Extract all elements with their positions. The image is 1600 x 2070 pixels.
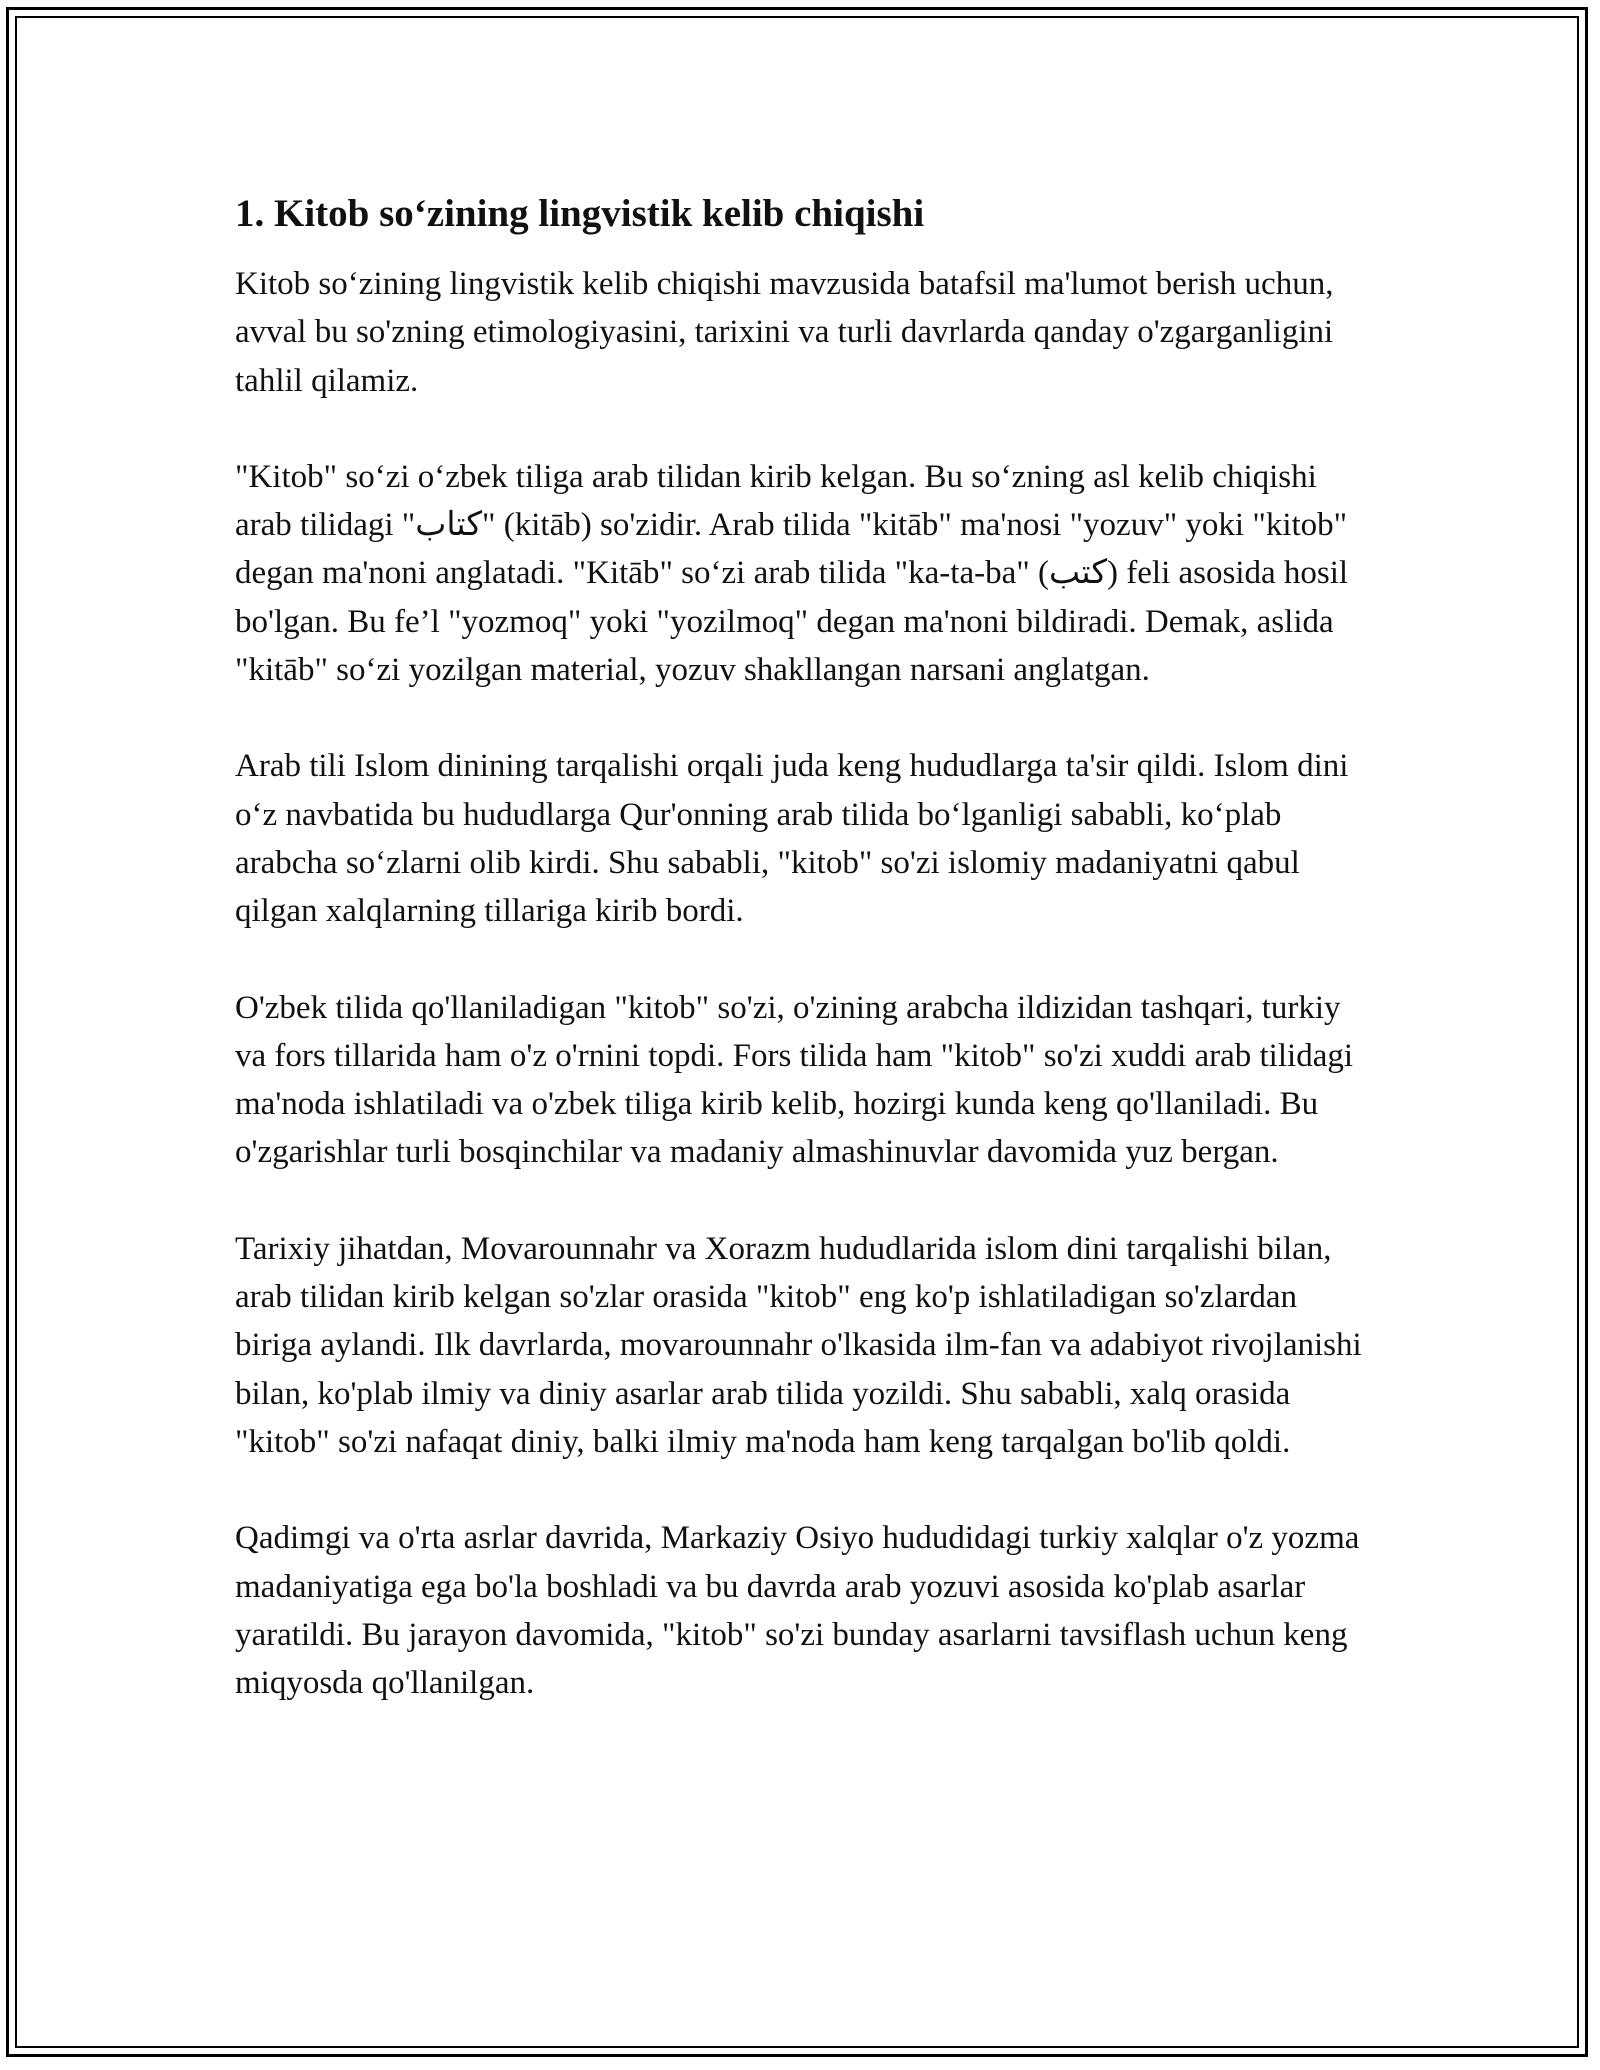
- paragraph-uzbek-usage: O'zbek tilida qo'llaniladigan "kitob" so'zi, o'zining arabcha ildizidan tashqari, turkiy va fors tillarida ham o'z o'rnini topdi. Fors tilida ham "kitob" so'zi xuddi arab tilidagi ma'noda ishlatiladi va o'zbek tiliga kirib kelib, hozirgi kunda keng qo'llaniladi. Bu o'zgarishlar turli bosqinchilar va madaniy almashinuvlar davomida yuz bergan.: [235, 989, 1354, 1171]
- paragraph-history: Tarixiy jihatdan, Movarounnahr va Xorazm hududlarida islom dini tarqalishi bilan, arab tilidan kirib kelgan so'zlar orasida "kitob" eng ko'p ishlatiladigan so'zlardan biriga aylandi. Ilk davrlarda, movarounnahr o'lkasida ilm-fan va adabiyot rivojlanishi bilan, ko'plab ilmiy va diniy asarlar arab tilida yozildi. Shu sababli, xalq orasida "kitob" so'zi nafaqat diniy, balki ilmiy ma'noda ham keng tarqalgan bo'lib qoldi.: [235, 1230, 1362, 1460]
- paragraph-islam-spread: Arab tili Islom dinining tarqalishi orqali juda keng hududlarga ta'sir qildi. Islom dini o‘z navbatida bu hududlarga Qur'onning arab tilida bo‘lganligi sababli, ko‘plab arabcha so‘zlarni olib kirdi. Shu sababli, "kitob" so'zi islomiy madaniyatni qabul qilgan xalqlarning tillariga kirib bordi.: [235, 748, 1349, 930]
- section-heading: 1. Kitob so‘zining lingvistik kelib chiqishi: [235, 192, 925, 235]
- paragraph-intro: Kitob so‘zining lingvistik kelib chiqishi mavzusida batafsil ma'lumot berish uchun, avval bu so'zning etimologiyasini, tarixini va turli davrlarda qanday o'zgarganligini tahlil qilamiz.: [235, 266, 1334, 399]
- paragraph-medieval: Qadimgi va o'rta asrlar davrida, Markaziy Osiyo hududidagi turkiy xalqlar o'z yozma madaniyatiga ega bo'la boshladi va bu davrda arab yozuvi asosida ko'plab asarlar yaratildi. Bu jarayon davomida, "kitob" so'zi bunday asarlarni tavsiflash uchun keng miqyosda qo'llanilgan.: [235, 1520, 1360, 1702]
- paragraph-etymology: "Kitob" so‘zi o‘zbek tiliga arab tilidan kirib kelgan. Bu so‘zning asl kelib chiqishi arab tilidagi "كتاب" (kitāb) so'zidir. Arab tilida "kitāb" ma'nosi "yozuv" yoki "kitob" degan ma'noni anglatadi. "Kitāb" so‘zi arab tilida "ka-ta-ba" (كتب) feli asosida hosil bo'lgan. Bu fe’l "yozmoq" yoki "yozilmoq" degan ma'noni bildiradi. Demak, aslida "kitāb" so‘zi yozilgan material, yozuv shakllangan narsani anglatgan.: [235, 458, 1349, 689]
- document-body: [235, 190, 1375, 1707]
